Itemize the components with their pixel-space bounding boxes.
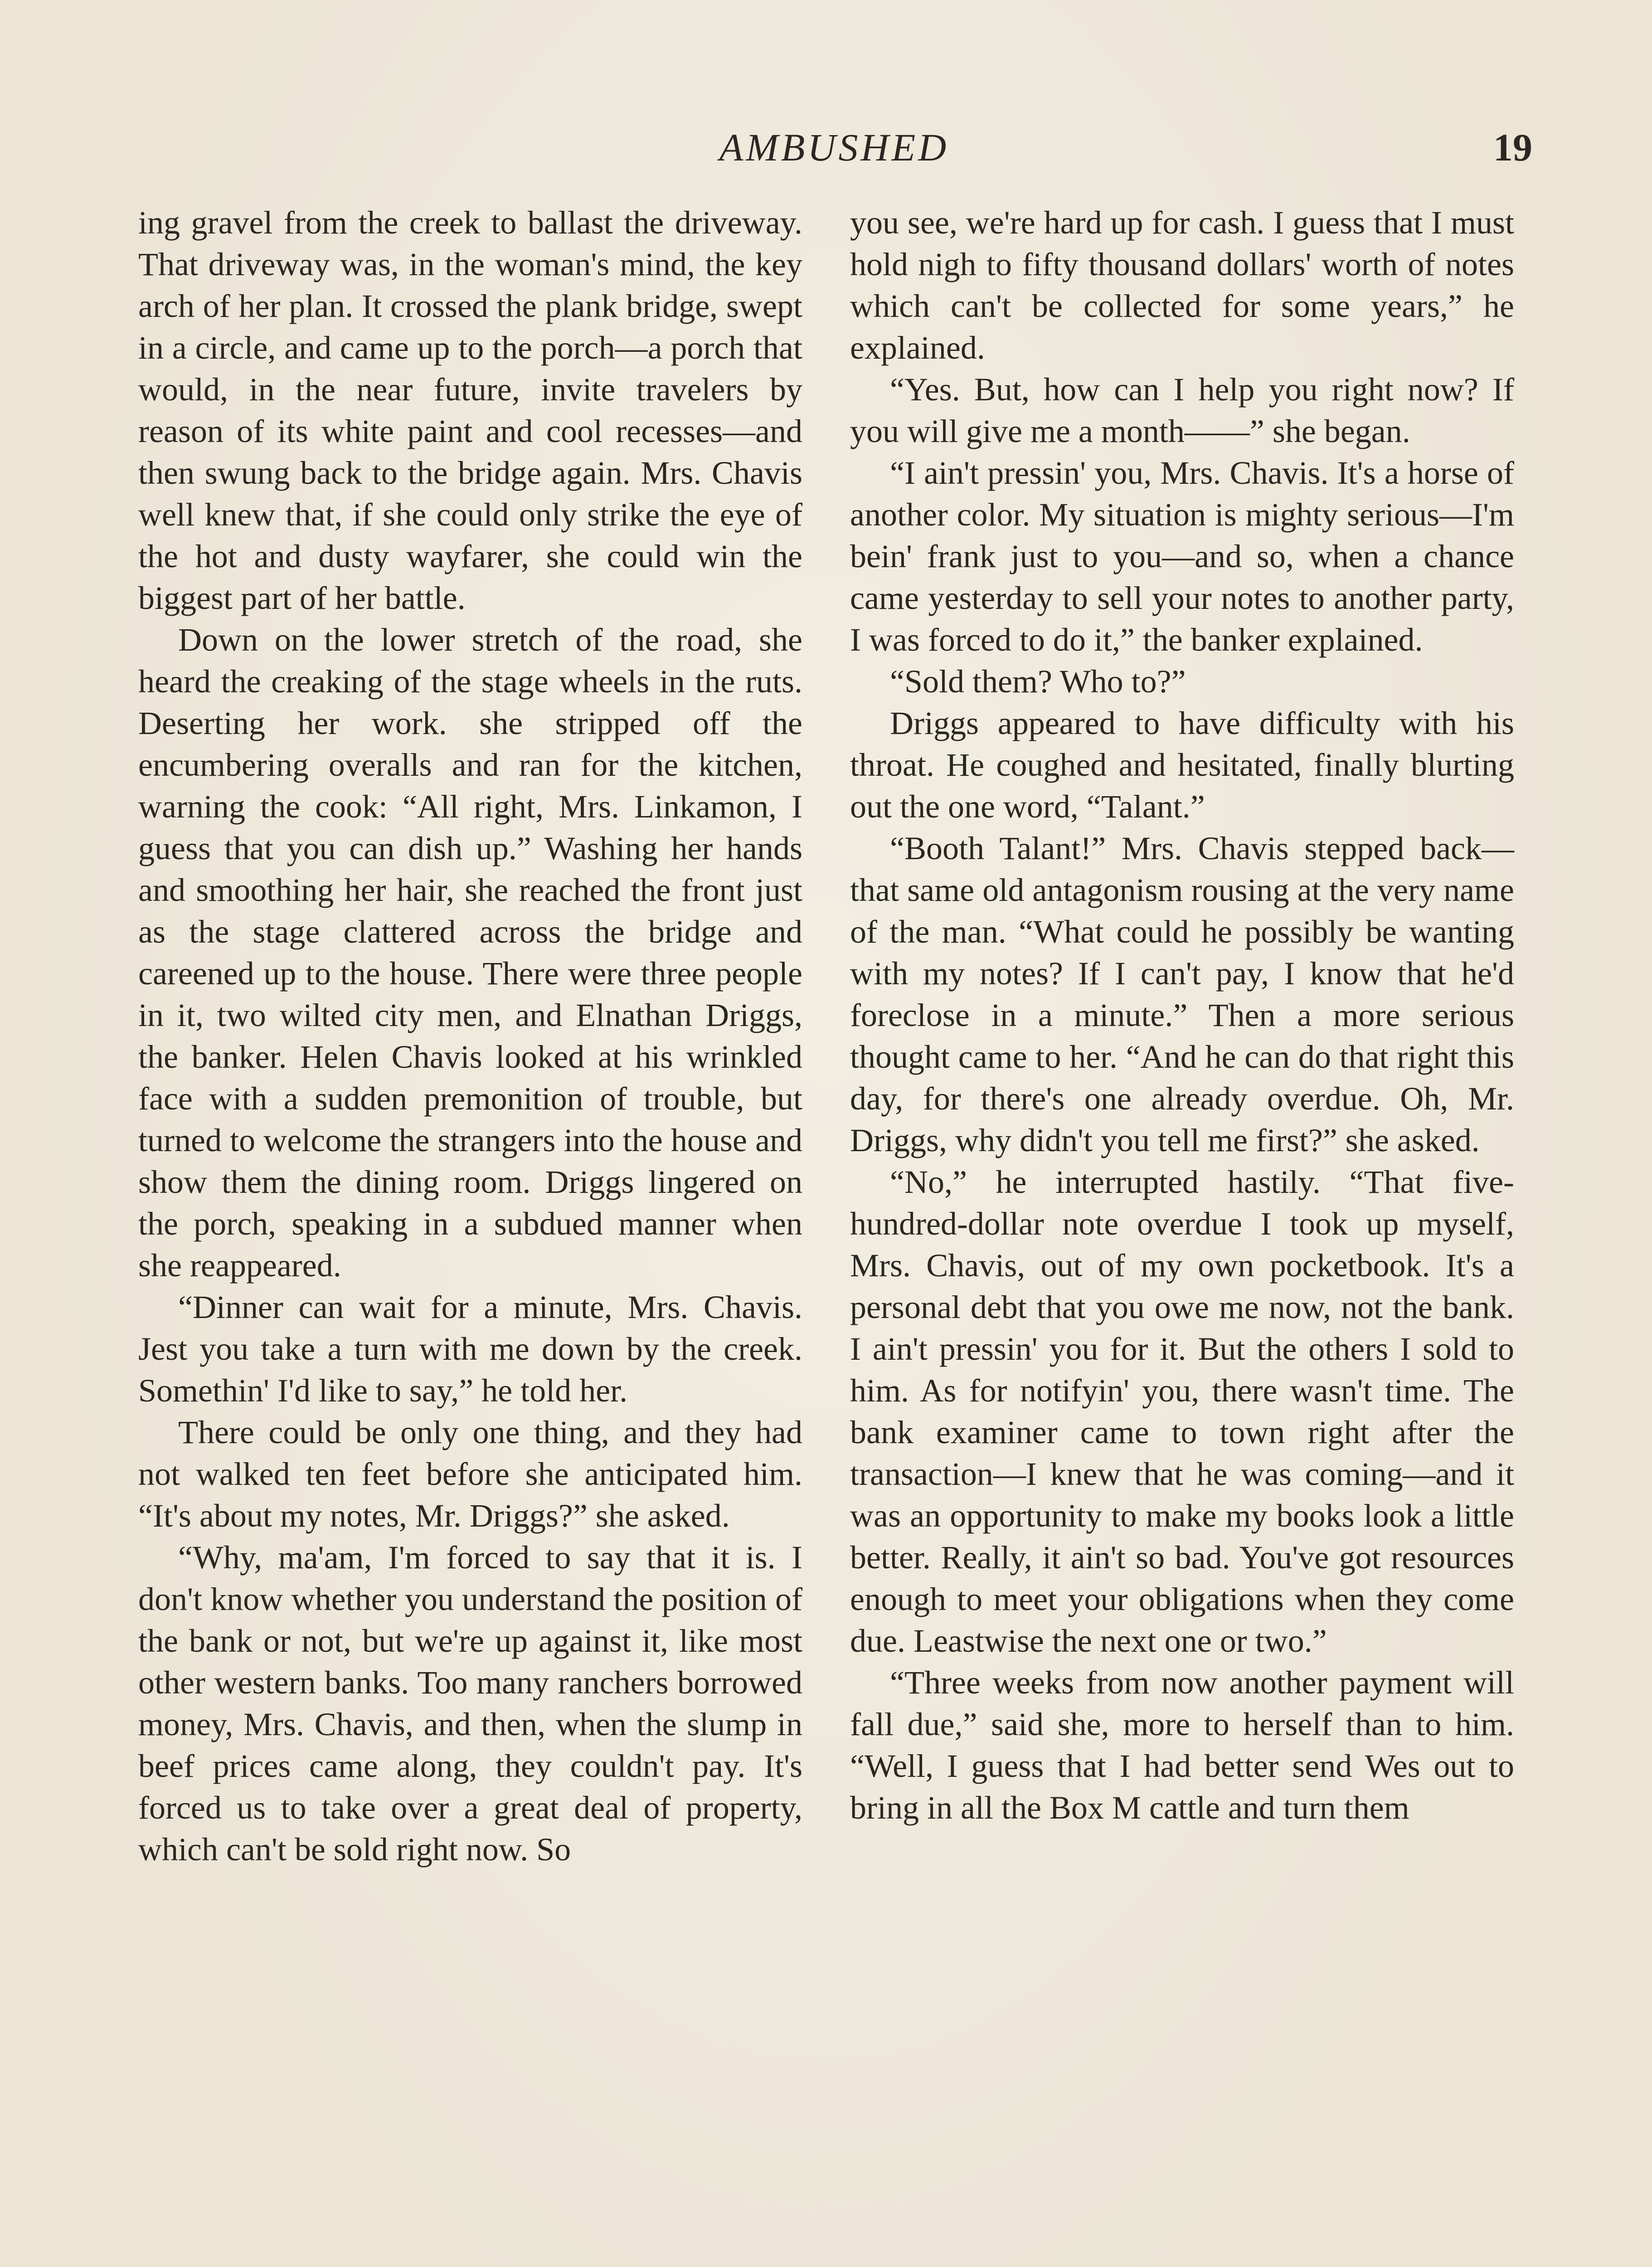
paragraph: “Booth Talant!” Mrs. Chavis stepped back—that same old antagonism rousing at the very name of the man. “What could he possibly be wanting with my notes? If I can't pay, I know that he'd foreclose in a minute.” Then a more serious thought came to her. “And he can do that right this day, for there's one already overdue. Oh, Mr. Driggs, why didn't you tell me first?” she asked. <box>850 830 1514 1158</box>
paragraph: “Three weeks from now another payment will fall due,” said she, more to herself than to him. “Well, I guess that I had better send Wes out to bring in all the Box M cattle and turn them <box>850 1664 1514 1826</box>
page-number: 19 <box>1493 126 1532 169</box>
paragraph: “Dinner can wait for a minute, Mrs. Chavis. Jest you take a turn with me down by the creek. Somethin' I'd like to say,” he told her. <box>138 1289 802 1409</box>
left-column <box>138 202 802 1870</box>
paragraph: Driggs appeared to have difficulty with his throat. He coughed and hesitated, finally blurting out the one word, “Talant.” <box>850 705 1514 825</box>
running-title: AMBUSHED <box>719 126 949 169</box>
paragraph: “I ain't pressin' you, Mrs. Chavis. It's a horse of another color. My situation is mighty serious—I'm bein' frank just to you—and so, when a chance came yesterday to sell your notes to another party, I was forced to do it,” the banker explained. <box>850 455 1514 658</box>
paragraph: There could be only one thing, and they had not walked ten feet before she anticipated him. “It's about my notes, Mr. Driggs?” she asked. <box>138 1414 802 1534</box>
paragraph: “Yes. But, how can I help you right now? If you will give me a month——” she began. <box>850 371 1514 449</box>
running-head <box>136 122 1532 172</box>
paragraph: “No,” he interrupted hastily. “That five-hundred-dollar note overdue I took up myself, Mrs. Chavis, out of my own pocketbook. It's a personal debt that you owe me now, not the bank. I ain't pressin' you for it. But the others I sold to him. As for notifyin' you, there wasn't time. The bank examiner came to town right after the transaction—I knew that he was coming—and it was an opportunity to make my books look a little better. Really, it ain't so bad. You've got resources enough to meet your obligations when they come due. Leastwise the next one or two.” <box>850 1164 1514 1659</box>
paragraph: you see, we're hard up for cash. I guess that I must hold nigh to fifty thousand dollars' worth of notes which can't be collected for some years,” he explained. <box>850 204 1514 366</box>
paragraph: ing gravel from the creek to ballast the driveway. That driveway was, in the woman's mind, the key arch of her plan. It crossed the plank bridge, swept in a circle, and came up to the porch—a porch that would, in the near future, invite travelers by reason of its white paint and cool recesses—and then swung back to the bridge again. Mrs. Chavis well knew that, if she could only strike the eye of the hot and dusty wayfarer, she could win the biggest part of her battle. <box>138 204 802 616</box>
paragraph: “Sold them? Who to?” <box>890 663 1186 700</box>
paragraph: “Why, ma'am, I'm forced to say that it is. I don't know whether you understand the position of the bank or not, but we're up against it, like most other western banks. Too many ranchers borrowed money, Mrs. Chavis, and then, when the slump in beef prices came along, they couldn't pay. It's forced us to take over a great deal of property, which can't be sold right now. So <box>138 1539 802 1868</box>
paragraph: Down on the lower stretch of the road, she heard the creaking of the stage wheels in the ruts. Deserting her work. she stripped off the encumbering overalls and ran for the kitchen, warning the cook: “All right, Mrs. Linkamon, I guess that you can dish up.” Washing her hands and smoothing her hair, she reached the front just as the stage clattered across the bridge and careened up to the house. There were three people in it, two wilted city men, and Elnathan Driggs, the banker. Helen Chavis looked at his wrinkled face with a sudden premonition of trouble, but turned to welcome the strangers into the house and show them the dining room. Driggs lingered on the porch, speaking in a subdued manner when she reappeared. <box>138 622 802 1284</box>
right-column <box>850 202 1514 1829</box>
